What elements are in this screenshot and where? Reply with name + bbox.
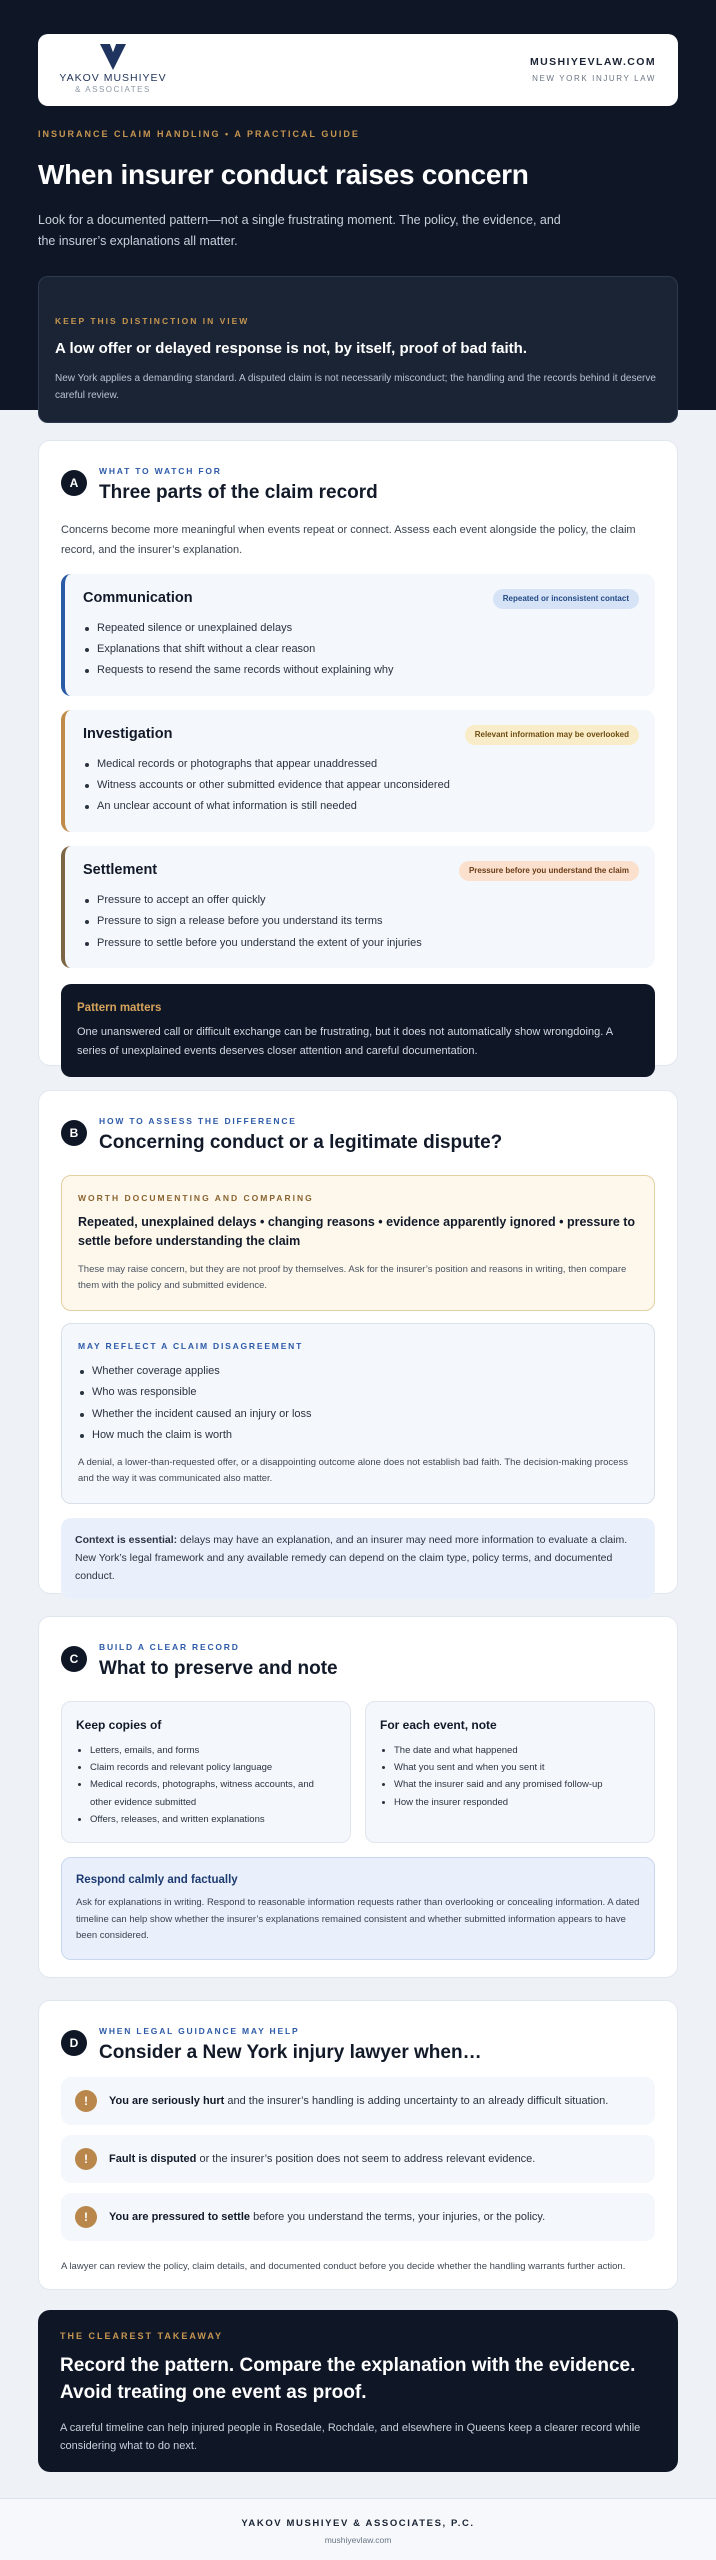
list-item: Medical records or photographs that appear unaddressed (83, 754, 639, 775)
logo-mark-icon (98, 44, 128, 70)
hero-section (0, 0, 716, 410)
pattern-note-title: Pattern matters (77, 1001, 162, 1014)
section-b-title: Concerning conduct or a legitimate dispute? (99, 1131, 503, 1153)
communication-panel (61, 574, 655, 696)
worth-documenting-title: Repeated, unexplained delays • changing reasons • evidence apparently ignored • pressure to settle before understanding the claim (78, 1215, 636, 1249)
takeaway-text: A careful timeline can help injured people in Rosedale, Rochdale, and elsewhere in Queens keep a clearer record while considering what to do next. (60, 2421, 641, 2453)
keep-copies-title: Keep copies of (76, 1718, 162, 1733)
context-bold: Context is essential: (75, 1533, 178, 1546)
list-item: Offers, releases, and written explanations (76, 1811, 336, 1828)
list-item: An unclear account of what information is still needed (83, 796, 639, 817)
site-info (530, 55, 656, 85)
investigation-title: Investigation (83, 725, 173, 742)
investigation-panel (61, 710, 655, 832)
list-item: What you sent and when you sent it (380, 1759, 640, 1776)
lawyer-review-note: A lawyer can review the policy, claim details, and documented conduct before you decide whether the handling warrants further action. (61, 2261, 626, 2273)
context-note-text (75, 1532, 641, 1586)
claim-disagreement-box (61, 1323, 655, 1504)
footer-url-link[interactable]: mushiyevlaw.com (324, 2535, 392, 2546)
section-b-card (38, 1090, 678, 1594)
list-item: Whether coverage applies (78, 1361, 638, 1382)
footer-firm-name: YAKOV MUSHIYEV & ASSOCIATES, P.C. (241, 2518, 475, 2529)
logo-name: YAKOV MUSHIYEV (59, 71, 167, 84)
section-c-badge: C (61, 1646, 87, 1672)
distinction-box (38, 276, 678, 423)
when-row-seriously-hurt (61, 2077, 655, 2125)
section-c-eyebrow: BUILD A CLEAR RECORD (99, 1642, 240, 1652)
section-a-title: Three parts of the claim record (99, 481, 378, 503)
site-tagline: NEW YORK INJURY LAW (532, 73, 656, 83)
context-text: delays may have an explanation, and an insurer may need more information to evaluate a claim. New York’s legal framework and any available remedy can depend on the claim type, policy terms, and documented conduct. (75, 1533, 628, 1582)
respond-title: Respond calmly and factually (76, 1873, 238, 1886)
list-item: Who was responsible (78, 1382, 638, 1403)
context-note (61, 1518, 655, 1600)
section-d-badge: D (61, 2030, 87, 2056)
investigation-tag: Relevant information may be overlooked (465, 725, 639, 745)
pattern-note-text: One unanswered call or difficult exchange can be frustrating, but it does not automatically show wrongdoing. A series of unexplained events deserves closer attention and careful documentation. (77, 1026, 613, 1057)
alert-icon: ! (75, 2148, 97, 2170)
worth-documenting-box (61, 1175, 655, 1311)
list-item: Witness accounts or other submitted evidence that appear unconsidered (83, 775, 639, 796)
list-item: Explanations that shift without a clear reason (83, 639, 639, 660)
section-d-card (38, 2000, 678, 2290)
respond-box (61, 1857, 655, 1960)
section-b-eyebrow: HOW TO ASSESS THE DIFFERENCE (99, 1116, 297, 1126)
keep-copies-list (76, 1742, 336, 1827)
when-row-fault-disputed (61, 2135, 655, 2183)
logo[interactable] (58, 44, 168, 97)
hero-eyebrow: INSURANCE CLAIM HANDLING • A PRACTICAL GUIDE (38, 129, 360, 139)
list-item: Whether the incident caused an injury or loss (78, 1404, 638, 1425)
section-c-title: What to preserve and note (99, 1657, 338, 1679)
section-b-badge: B (61, 1120, 87, 1146)
communication-list (83, 618, 639, 682)
note-each-event-box (365, 1701, 655, 1842)
when-row-bold: Fault is disputed (109, 2153, 197, 2165)
communication-title: Communication (83, 589, 193, 606)
list-item: Requests to resend the same records without explaining why (83, 660, 639, 681)
list-item: Pressure to sign a release before you understand its terms (83, 911, 639, 932)
when-row-bold: You are pressured to settle (109, 2211, 251, 2223)
settlement-title: Settlement (83, 861, 158, 878)
settlement-tag: Pressure before you understand the claim (459, 861, 639, 881)
alert-icon: ! (75, 2090, 97, 2112)
section-a-intro: Concerns become more meaningful when events repeat or connect. Assess each event alongside the policy, the claim record, and the insurer’s explanation. (61, 524, 636, 556)
section-c-header (61, 1641, 655, 1683)
worth-documenting-text: These may raise concern, but they are not proof by themselves. Ask for the insurer’s position and reasons in writing, then compare them with the policy and submitted evidence. (78, 1263, 627, 1291)
keep-copies-box (61, 1701, 351, 1842)
list-item: Claim records and relevant policy language (76, 1759, 336, 1776)
list-item: How much the claim is worth (78, 1425, 638, 1446)
header-bar (38, 34, 678, 106)
section-b-header (61, 1115, 655, 1157)
site-link[interactable]: MUSHIYEVLAW.COM (529, 56, 656, 69)
takeaway-title: Record the pattern. Compare the explanation with the evidence. Avoid treating one event as proof. (60, 2354, 636, 2404)
section-a-header (61, 465, 655, 507)
takeaway-section (38, 2310, 678, 2472)
list-item: How the insurer responded (380, 1794, 640, 1811)
list-item: Pressure to accept an offer quickly (83, 890, 639, 911)
list-item: Letters, emails, and forms (76, 1742, 336, 1759)
takeaway-eyebrow: THE CLEAREST TAKEAWAY (60, 2331, 224, 2341)
alert-icon: ! (75, 2206, 97, 2228)
section-d-header (61, 2025, 655, 2067)
worth-documenting-eyebrow: WORTH DOCUMENTING AND COMPARING (78, 1193, 314, 1204)
list-item: Medical records, photographs, witness accounts, and other evidence submitted (76, 1776, 336, 1810)
logo-sub: & ASSOCIATES (75, 85, 151, 95)
footer (0, 2498, 716, 2560)
preserve-columns (61, 1701, 655, 1842)
list-item: Pressure to settle before you understand the extent of your injuries (83, 933, 639, 954)
settlement-panel (61, 846, 655, 968)
pattern-note (61, 984, 655, 1077)
communication-tag: Repeated or inconsistent contact (493, 589, 639, 609)
distinction-text: New York applies a demanding standard. A disputed claim is not necessarily misconduct; the handling and the records behind it deserve careful review. (55, 373, 656, 402)
when-row-text: or the insurer’s position does not seem to address relevant evidence. (196, 2153, 536, 2165)
claim-disagreement-eyebrow: MAY REFLECT A CLAIM DISAGREEMENT (78, 1341, 304, 1352)
settlement-list (83, 890, 639, 954)
page-title: When insurer conduct raises concern (38, 158, 529, 190)
when-row-pressured (61, 2193, 655, 2241)
section-d-title: Consider a New York injury lawyer when… (99, 2041, 482, 2063)
distinction-eyebrow: KEEP THIS DISTINCTION IN VIEW (55, 316, 250, 326)
section-d-eyebrow: WHEN LEGAL GUIDANCE MAY HELP (99, 2026, 300, 2036)
claim-disagreement-list (78, 1361, 638, 1447)
section-a-badge: A (61, 470, 87, 496)
claim-disagreement-text: A denial, a lower-than-requested offer, or a disappointing outcome alone does not establish bad faith. The decision-making process and the way it was communicated also matter. (78, 1456, 628, 1484)
distinction-title: A low offer or delayed response is not, by itself, proof of bad faith. (55, 339, 527, 357)
respond-text: Ask for explanations in writing. Respond to reasonable information requests rather than overlooking or concealing information. A dated timeline can help show whether the insurer’s explanations remained consistent and whether submitted information appears to have been considered. (76, 1896, 640, 1942)
when-row-bold: You are seriously hurt (109, 2095, 225, 2107)
section-a-eyebrow: WHAT TO WATCH FOR (99, 466, 222, 476)
when-row-text: and the insurer’s handling is adding uncertainty to an already difficult situation. (224, 2095, 609, 2107)
list-item: Repeated silence or unexplained delays (83, 618, 639, 639)
section-c-card (38, 1616, 678, 1978)
note-each-event-list (380, 1742, 640, 1810)
hero-lead: Look for a documented pattern—not a single frustrating moment. The policy, the evidence, and the insurer’s explanations all matter. (38, 212, 561, 248)
section-a-card (38, 440, 678, 1066)
list-item: The date and what happened (380, 1742, 640, 1759)
list-item: What the insurer said and any promised follow-up (380, 1776, 640, 1793)
when-row-text: before you understand the terms, your injuries, or the policy. (250, 2211, 546, 2223)
note-each-event-title: For each event, note (380, 1718, 497, 1733)
investigation-list (83, 754, 639, 818)
